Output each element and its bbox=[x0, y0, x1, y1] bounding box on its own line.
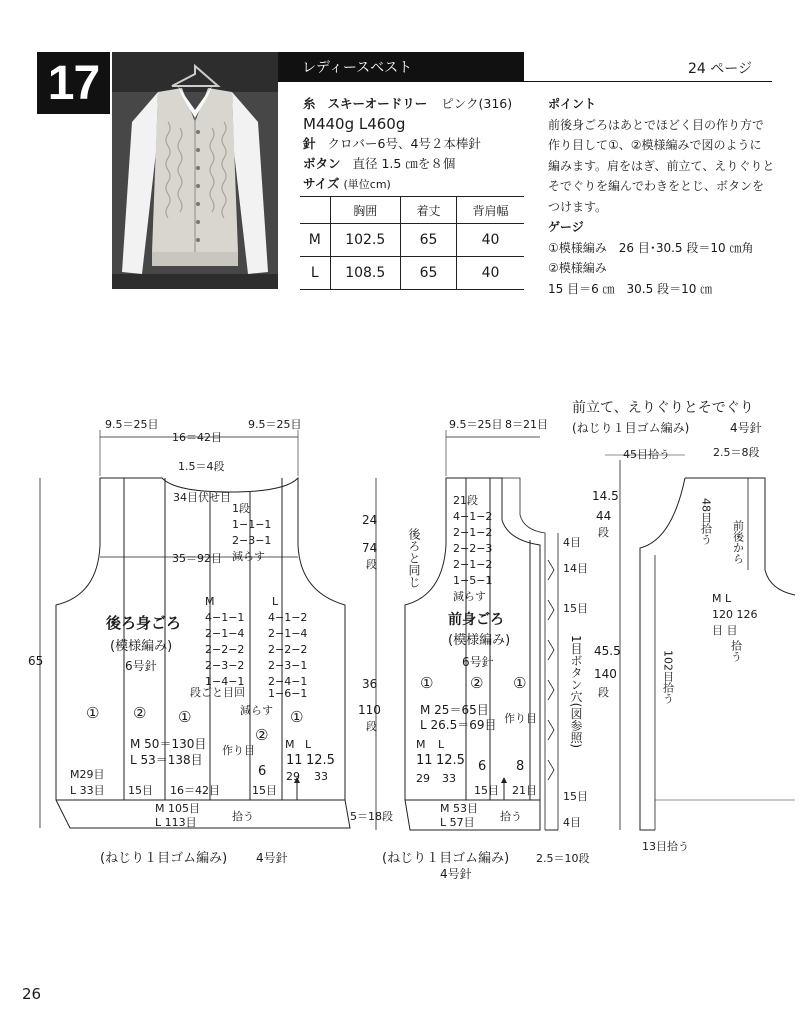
m-bust: 102.5 bbox=[330, 224, 400, 257]
band-pick-word: 拾う bbox=[729, 640, 743, 662]
points-heading: ポイント bbox=[548, 97, 597, 111]
back-total-height: 65 bbox=[28, 654, 44, 668]
front-dec: 4−1−2 bbox=[453, 510, 493, 523]
front-col-125: 12.5 bbox=[436, 753, 465, 768]
band-h140: 140 bbox=[594, 667, 617, 681]
page-reference[interactable]: 24 ページ bbox=[688, 61, 752, 77]
band-ml: M L bbox=[712, 592, 732, 605]
back-circled-2: ② bbox=[133, 704, 147, 722]
m-length: 65 bbox=[400, 224, 456, 257]
band-pick102: 102目拾う bbox=[661, 650, 675, 704]
front-c15: 15目 bbox=[474, 784, 499, 797]
size-unit: (単位cm) bbox=[343, 178, 391, 191]
back-side-m: M29目 bbox=[70, 768, 105, 781]
back-rib-name: (ねじり１目ゴム編み) bbox=[100, 851, 228, 866]
front-r14: 14目 bbox=[563, 562, 588, 575]
back-arm-note: 減らす bbox=[240, 704, 273, 717]
front-circled-1b: ① bbox=[513, 674, 527, 692]
back-side-l: L 33目 bbox=[70, 784, 105, 797]
points-line: つけます。 bbox=[548, 199, 608, 214]
back-arm-l: L bbox=[272, 595, 279, 608]
band-h455: 45.5 bbox=[594, 644, 621, 658]
front-col-29: 29 bbox=[416, 772, 430, 785]
back-c15b: 15目 bbox=[252, 784, 277, 797]
front-c6: 6 bbox=[478, 759, 487, 774]
yarn-weight: M440g L460g bbox=[303, 115, 406, 133]
front-cast-l: L 26.5＝69目 bbox=[420, 718, 497, 732]
front-cast-note: 作り目 bbox=[504, 712, 537, 725]
back-arm-m-row: 1−4−1 bbox=[205, 675, 245, 688]
back-top-mid: 16＝42目 bbox=[172, 431, 222, 444]
front-c21: 21目 bbox=[512, 784, 537, 797]
band-counts: 120 126 bbox=[712, 608, 758, 621]
back-cast-l: L 53＝138目 bbox=[130, 753, 203, 767]
front-needle: 6号針 bbox=[462, 655, 494, 669]
front-h36: 36 bbox=[362, 677, 378, 691]
front-dec: 21段 bbox=[453, 494, 478, 507]
back-labels bbox=[28, 418, 335, 866]
band-h145: 14.5 bbox=[592, 489, 619, 503]
size-label-m: M bbox=[300, 224, 330, 257]
back-arm-m-row: 2−2−2 bbox=[205, 643, 245, 656]
back-arm-l-row: 2−4−1 bbox=[268, 675, 308, 688]
gauge-heading: ゲージ bbox=[548, 220, 584, 234]
band-pick45: 45目拾う bbox=[623, 448, 670, 461]
header-length: 着丈 bbox=[400, 197, 456, 224]
back-arm-l-row: 4−1−2 bbox=[268, 611, 308, 624]
size-label-l: L bbox=[300, 257, 330, 290]
gauge-line: ①模様編み 26 目･30.5 段＝10 ㎝角 bbox=[548, 240, 754, 255]
back-arm-note: 1−6−1 bbox=[268, 687, 308, 700]
front-col-11: 11 bbox=[416, 753, 433, 768]
front-h74-unit: 段 bbox=[366, 558, 377, 571]
back-arm-l-row: 2−2−2 bbox=[268, 643, 308, 656]
back-shoulder-dec: 1−1−1 bbox=[232, 518, 272, 531]
front-rib-l: L 57目 bbox=[440, 816, 475, 829]
back-rib-l: L 113目 bbox=[155, 816, 197, 829]
band-stitch: (ねじり１目ゴム編み) bbox=[572, 421, 690, 435]
back-arm-m: M bbox=[205, 595, 215, 608]
back-c11: 11 bbox=[286, 753, 303, 768]
header-shoulder: 背肩幅 bbox=[457, 197, 524, 224]
page-number: 26 bbox=[22, 985, 42, 1003]
front-h110: 110 bbox=[358, 703, 381, 717]
yarn-label: 糸 bbox=[303, 96, 316, 111]
back-circled-2b: ② bbox=[255, 726, 269, 744]
back-name: 後ろ身ごろ bbox=[106, 614, 182, 632]
front-circled-1: ① bbox=[420, 674, 434, 692]
back-c29: 29 bbox=[286, 770, 300, 783]
band-labels bbox=[572, 400, 762, 853]
band-pick-unit: 目 目 bbox=[712, 624, 738, 637]
front-band-rows: 2.5＝10段 bbox=[536, 852, 590, 865]
back-arm-m-row: 4−1−1 bbox=[205, 611, 245, 624]
points-line: 編みます。肩をはぎ、前立て、えりぐりと bbox=[548, 158, 775, 173]
front-body-diagram bbox=[376, 430, 558, 830]
front-rib-name: (ねじり１目ゴム編み) bbox=[382, 851, 510, 866]
needle-label: 針 bbox=[303, 136, 316, 151]
front-buttonhole: 1目ボタン穴(図参照) bbox=[569, 635, 583, 748]
front-c8: 8 bbox=[516, 759, 525, 774]
back-top-left: 9.5＝25目 bbox=[105, 418, 159, 431]
size-label: サイズ bbox=[303, 176, 340, 191]
front-dec: 1−5−1 bbox=[453, 574, 493, 587]
front-top-right: 8＝21目 bbox=[505, 418, 548, 431]
front-dec: 減らす bbox=[453, 590, 486, 603]
back-c16: 16＝42目 bbox=[170, 784, 220, 797]
front-col-m: M bbox=[416, 738, 426, 751]
front-h5: 5＝18段 bbox=[350, 810, 393, 823]
back-top-right: 9.5＝25目 bbox=[248, 418, 302, 431]
back-arm-m-row: 2−1−4 bbox=[205, 627, 245, 640]
front-top-left: 9.5＝25目 bbox=[449, 418, 503, 431]
m-shoulder: 40 bbox=[457, 224, 524, 257]
back-circled-1: ① bbox=[86, 704, 100, 722]
front-h24: 24 bbox=[362, 513, 378, 527]
front-circled-2: ② bbox=[470, 674, 484, 692]
front-h110-unit: 段 bbox=[366, 720, 377, 733]
back-rib-pick: 拾う bbox=[232, 810, 254, 823]
front-stitch: (模様編み) bbox=[448, 633, 511, 648]
front-r4b: 4目 bbox=[563, 816, 581, 829]
back-shoulder-dec: 2−3−1 bbox=[232, 534, 272, 547]
needle-value: クロバー6号、4号２本棒針 bbox=[327, 136, 481, 151]
back-arm-l-row: 2−3−1 bbox=[268, 659, 308, 672]
front-same-as-back: 後ろと同じ bbox=[407, 528, 421, 588]
front-rib-pick: 拾う bbox=[500, 810, 522, 823]
yarn-name: スキーオードリー bbox=[327, 96, 428, 111]
header-bust: 胸囲 bbox=[330, 197, 400, 224]
front-col-33: 33 bbox=[442, 772, 456, 785]
front-rib-needle: 4号針 bbox=[440, 867, 472, 881]
back-arm-note: 段ごと目回 bbox=[190, 686, 245, 699]
back-arm-l-row: 2−1−4 bbox=[268, 627, 308, 640]
band-h140-unit: 段 bbox=[598, 686, 609, 699]
band-h44-unit: 段 bbox=[598, 526, 609, 539]
l-length: 65 bbox=[400, 257, 456, 290]
back-c6: 6 bbox=[258, 764, 267, 779]
back-circled-1b: ① bbox=[178, 708, 192, 726]
back-width: 35＝92目 bbox=[172, 552, 222, 565]
front-dec: 2−1−2 bbox=[453, 558, 493, 571]
front-r15a: 15目 bbox=[563, 602, 588, 615]
button-label: ボタン bbox=[303, 156, 341, 171]
l-shoulder: 40 bbox=[457, 257, 524, 290]
front-rib-m: M 53目 bbox=[440, 802, 478, 815]
back-shoulder-dec: 1段 bbox=[232, 502, 250, 515]
points-line: 前後身ごろはあとでほどく目の作り方で bbox=[548, 117, 765, 132]
back-rib-needle: 4号針 bbox=[256, 851, 288, 865]
points-line: 作り目して①、②模様編みで図のように bbox=[548, 138, 762, 152]
back-shoulder-dec: 減らす bbox=[232, 550, 265, 563]
band-front-back: 前後から bbox=[731, 520, 745, 564]
back-neck-bind: 34目伏せ目 bbox=[173, 491, 231, 504]
front-r15b: 15目 bbox=[563, 790, 588, 803]
front-r4a: 4目 bbox=[563, 536, 581, 549]
back-cast-note: 作り目 bbox=[222, 744, 255, 757]
back-stitch: (模様編み) bbox=[110, 639, 173, 654]
back-neck-rows: 1.5＝4段 bbox=[178, 460, 225, 473]
back-c125: 12.5 bbox=[306, 753, 335, 768]
button-value: 直径 1.5 ㎝を８個 bbox=[352, 156, 456, 171]
band-h44: 44 bbox=[596, 509, 612, 523]
gauge-line: ②模様編み bbox=[548, 261, 607, 275]
front-dec: 2−2−3 bbox=[453, 542, 493, 555]
band-title: 前立て、えりぐりとそでぐり bbox=[572, 400, 754, 416]
front-name: 前身ごろ bbox=[448, 612, 504, 628]
band-rows8: 2.5＝8段 bbox=[713, 446, 760, 459]
band-needle: 4号針 bbox=[730, 421, 762, 435]
back-c11-label: M bbox=[285, 738, 295, 751]
pattern-number: 17 bbox=[37, 52, 110, 114]
back-c15a: 15目 bbox=[128, 784, 153, 797]
back-c33: 33 bbox=[314, 770, 328, 783]
points-line: そでぐりを編んでわきをとじ、ボタンを bbox=[548, 179, 765, 193]
gauge-line: 15 目＝6 ㎝ 30.5 段＝10 ㎝ bbox=[548, 281, 713, 296]
back-cast-m: M 50＝130目 bbox=[130, 737, 207, 751]
front-cast-m: M 25＝65目 bbox=[420, 703, 489, 717]
band-pick13: 13目拾う bbox=[642, 840, 689, 853]
yarn-color: ピンク(316) bbox=[441, 96, 513, 111]
band-pick48: 48目拾う bbox=[699, 498, 713, 545]
back-needle: 6号針 bbox=[125, 659, 157, 673]
front-h74: 74 bbox=[362, 541, 378, 555]
back-arm-m-row: 2−3−2 bbox=[205, 659, 245, 672]
back-circled-1c: ① bbox=[290, 708, 304, 726]
back-rib-m: M 105目 bbox=[155, 802, 200, 815]
front-dec: 2−1−2 bbox=[453, 526, 493, 539]
pattern-title: レディースベスト bbox=[278, 52, 524, 82]
front-col-l: L bbox=[438, 738, 445, 751]
back-c125-label: L bbox=[305, 738, 312, 751]
l-bust: 108.5 bbox=[330, 257, 400, 290]
